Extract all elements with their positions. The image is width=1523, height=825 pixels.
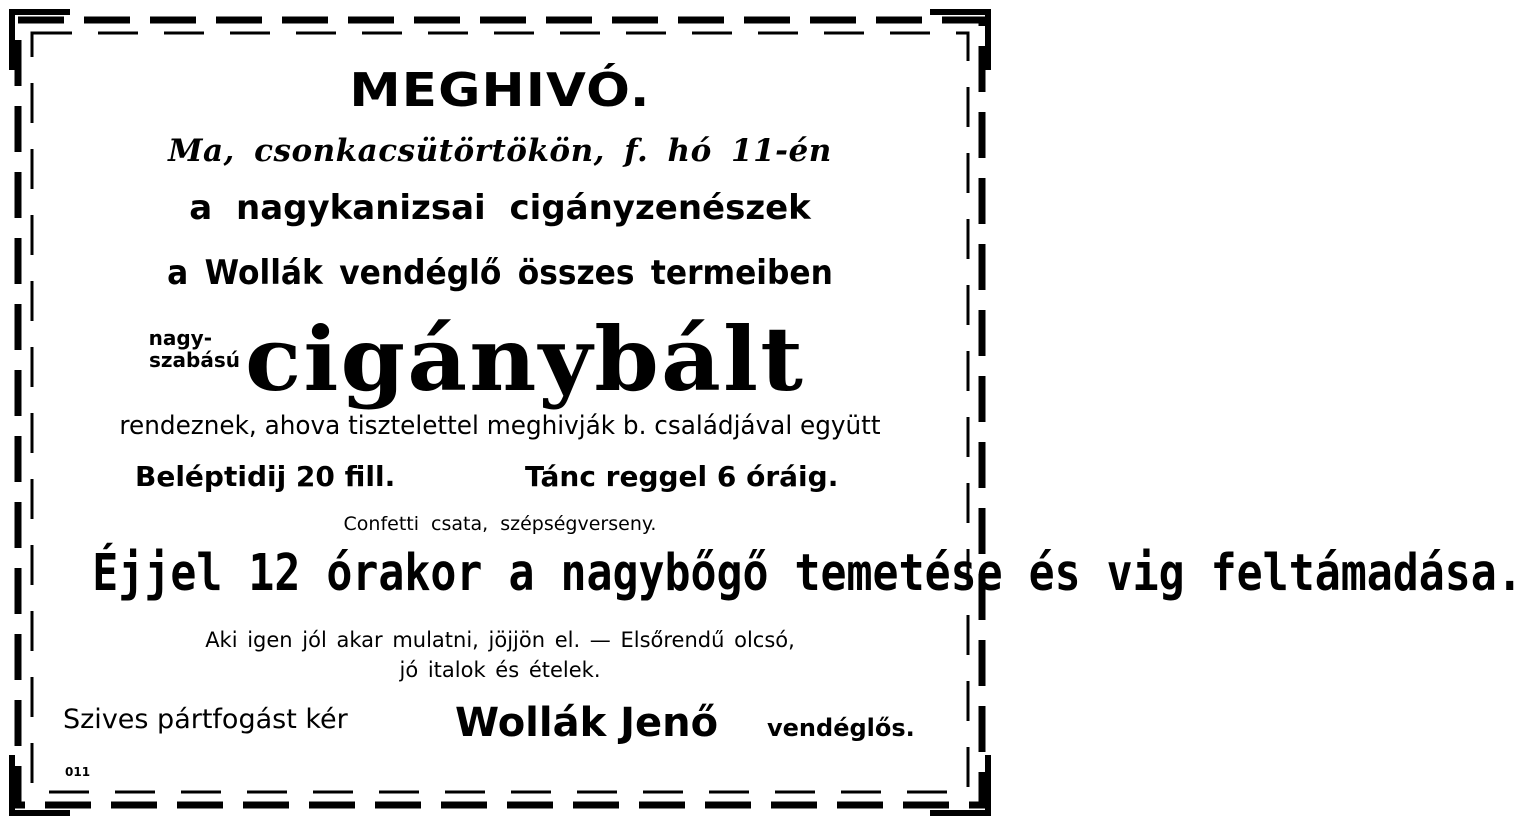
- organize-line: rendeznek, ahova tisztelettel meghivják b. családjával együtt: [119, 411, 881, 441]
- innkeeper-name: Wollák Jenő: [455, 700, 719, 746]
- ball-prefix: [60, 327, 240, 371]
- invitation-body: [55, 55, 1523, 785]
- dance-until: Tánc reggel 6 óráig.: [525, 460, 839, 493]
- fun-line-1: Aki igen jól akar mulatni, jöjjön el. — Elsőrendű olcsó,: [205, 628, 795, 652]
- date-line: Ma, csonkacsütörtökön, f. hó 11-én: [168, 133, 832, 169]
- patronage-request: Szives pártfogást kér: [63, 704, 348, 735]
- ball-prefix-line-1: nagy-: [148, 326, 212, 350]
- printer-mark: 011: [65, 765, 91, 779]
- signature-row: [55, 700, 945, 750]
- invitation-title: MEGHIVÓ.: [349, 63, 651, 117]
- entry-row: [55, 460, 945, 500]
- fun-line-2: jó italok és ételek.: [399, 658, 601, 682]
- entry-fee: Beléptidij 20 fill.: [135, 460, 396, 493]
- venue-line: a Wollák vendéglő összes termeiben: [167, 253, 833, 293]
- ball-word: cigánybált: [245, 307, 805, 411]
- midnight-line: Éjjel 12 órakor a nagybőgő temetése és vig feltámadása.: [92, 543, 1523, 603]
- innkeeper-title: vendéglős.: [767, 714, 915, 742]
- ball-prefix-line-2: szabású: [149, 348, 240, 372]
- ball-headline: [55, 307, 945, 411]
- confetti-line: Confetti csata, szépségverseny.: [343, 513, 657, 535]
- musicians-line: a nagykanizsai cigányzenészek: [189, 188, 811, 228]
